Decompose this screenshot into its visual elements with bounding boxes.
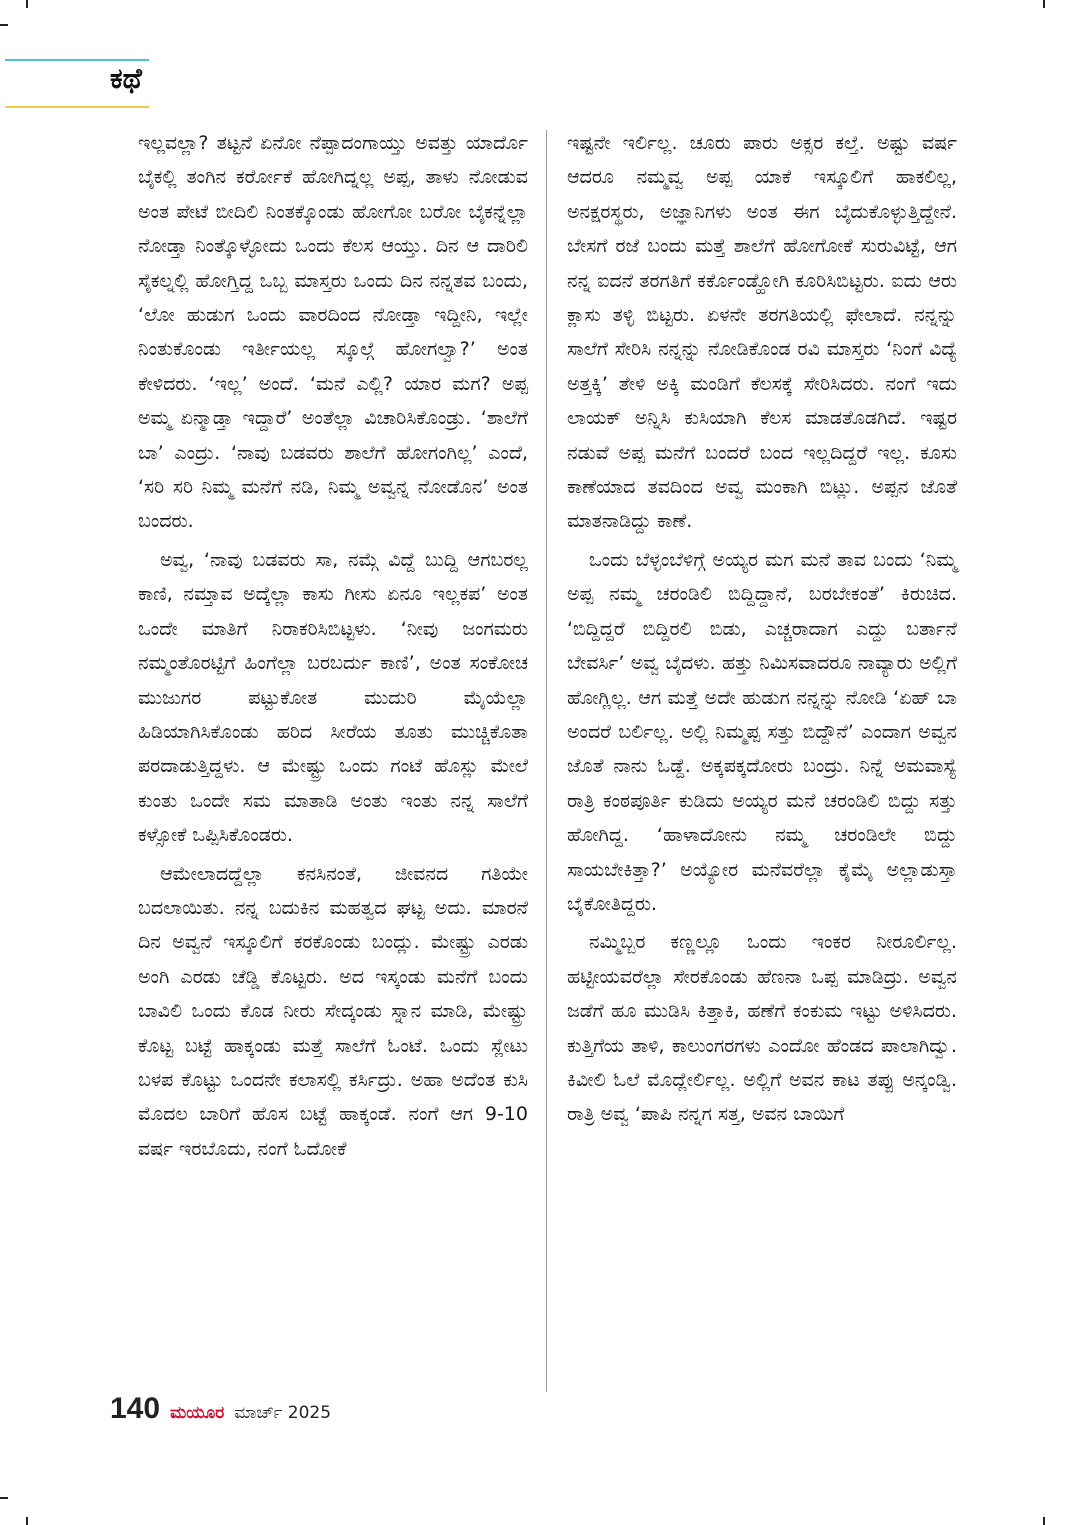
paragraph: ನಮ್ಮಿಬ್ಬರ ಕಣ್ಣಲ್ಲೂ ಒಂದು ಇಂಕರ ನೀರೂರ್ಲಿಲ್ಲ. ಹಟ್ಟೀಯವರೆಲ್ಲಾ ಸೇರಕೊಂಡು ಹೆಣನಾ ಒಪ್ಪ ಮಾಡಿದ್ರು. ಅವ್ವನ ಜಡೆಗೆ ಹೂ ಮುಡಿಸಿ ಕಿತ್ತಾಕಿ, ಹಣೆಗೆ ಕಂಕುಮ ಇಟ್ಟು ಅಳಿಸಿದರು. ಕುತ್ತಿಗೆಯ ತಾಳಿ, ಕಾಲುಂಗರಗಳು ಎಂದೋ ಹೆಂಡದ ಪಾಲಾಗಿದ್ವು. ಕಿವೀಲಿ ಓಲೆ ಮೊದ್ಲೇರ್ಲಿಲ್ಲ. ಅಲ್ಲಿಗೆ ಅವನ ಕಾಟ ತಪ್ಪು ಅನ್ಕಂಡ್ವಿ. ರಾತ್ರಿ ಅವ್ವ ‘ಪಾಪಿ ನನ್ನಗ ಸತ್ತ, ಅವನ ಬಾಯಿಗೆ [567, 931, 957, 1126]
magazine-logo: ಮಯೂರ [170, 1403, 225, 1423]
crop-mark [26, 0, 28, 8]
paragraph: ಅವ್ವ, ‘ನಾವು ಬಡವರು ಸಾ, ನಮ್ಗೆ ವಿದ್ದೆ ಬುದ್ದಿ ಆಗಬರಲ್ಲ ಕಾಣಿ, ನಮ್ತಾವ ಅದ್ಕೆಲ್ಲಾ ಕಾಸು ಗೀಸು ಏನೂ ಇಲ್ಲಕಪ’ ಅಂತ ಒಂದೇ ಮಾತಿಗೆ ನಿರಾಕರಿಸಿಬಿಟ್ಟಳು. ‘ನೀವು ಜಂಗಮರು ನಮ್ಮಂತೊರಟ್ಟಿಗೆ ಹಿಂಗೆಲ್ಲಾ ಬರಬರ್ದು ಕಾಣಿ’, ಅಂತ ಸಂಕೋಚ ಮುಜುಗರ ಪಟ್ಟುಕೋತ ಮುದುರಿ ಮೈಯೆಲ್ಲಾ ಹಿಡಿಯಾಗಿಸಿಕೊಂಡು ಹರಿದ ಸೀರೆಯ ತೂತು ಮುಚ್ಚಿಕೊತಾ ಪರದಾಡುತ್ತಿದ್ದಳು. ಆ ಮೇಷ್ಟ್ರು ಒಂದು ಗಂಟೆ ಹೊಸ್ಲು ಮೇಲೆ ಕುಂತು ಒಂದೇ ಸಮ ಮಾತಾಡಿ ಅಂತು ಇಂತು ನನ್ನ ಸಾಲೆಗೆ ಕಳ್ಸೋಕೆ ಒಪ್ಪಿಸಿಕೊಂಡರು. [138, 548, 528, 847]
issue-date: ಮಾರ್ಚ್ 2025 [234, 1403, 332, 1423]
right-column [567, 126, 957, 1132]
paragraph: ಒಂದು ಬೆಳ್ಳಂಬೆಳಿಗ್ಗೆ ಅಯ್ಯರ ಮಗ ಮನೆ ತಾವ ಬಂದು ‘ನಿಮ್ಮ ಅಪ್ಪ ನಮ್ಮ ಚರಂಡಿಲಿ ಬಿದ್ದಿದ್ದಾನೆ, ಬರಬೇಕಂತೆ’ ಕಿರುಚಿದ. ‘ಬಿದ್ದಿದ್ದರೆ ಬಿದ್ದಿರಲಿ ಬಿಡು, ಎಚ್ಚರಾದಾಗ ಎದ್ದು ಬರ್ತಾನೆ ಬೇವರ್ಸಿ’ ಅವ್ವ ಬೈದಳು. ಹತ್ತು ನಿಮಿಸವಾದರೂ ನಾವ್ಯಾರು ಅಲ್ಲಿಗೆ ಹೋಗ್ಲಿಲ್ಲ. ಆಗ ಮತ್ತೆ ಅದೇ ಹುಡುಗ ನನ್ನನ್ನು ನೋಡಿ ‘ಏಹ್ ಬಾ ಅಂದರೆ ಬರ್ಲಿಲ್ಲ. ಅಲ್ಲಿ ನಿಮ್ಮಪ್ಪ ಸತ್ತು ಬಿದ್ದೌನೆ’ ಎಂದಾಗ ಅವ್ವನ ಜೊತೆ ನಾನು ಓಡ್ದೆ. ಅಕ್ಕಪಕ್ಕದೋರು ಬಂದ್ರು. ನಿನ್ನೆ ಅಮವಾಸ್ಯೆ ರಾತ್ರಿ ಕಂಠಪೂರ್ತಿ ಕುಡಿದು ಅಯ್ಯರ ಮನೆ ಚರಂಡಿಲಿ ಬಿದ್ದು ಸತ್ತು ಹೋಗಿದ್ದ. ‘ಹಾಳಾದೋನು ನಮ್ಮ ಚರಂಡಿಲೇ ಬಿದ್ದು ಸಾಯಬೇಕಿತ್ತಾ?’ ಅಯ್ಯೋರ ಮನೆವರೆಲ್ಲಾ ಕೈಮೈ ಅಲ್ಲಾಡುಸ್ತಾ ಬೈಕೋತಿದ್ದರು. [567, 548, 957, 915]
crop-mark [26, 1517, 28, 1525]
column-divider [546, 130, 547, 1392]
header-rule-bottom [5, 106, 149, 108]
paragraph: ಇಲ್ಲವಲ್ಲಾ? ತಟ್ಟನೆ ಏನೋ ನೆಪ್ಪಾದಂಗಾಯ್ತು ಅವತ್ತು ಯಾರ್ದೊ ಬೈಕಲ್ಲಿ ತಂಗಿನ ಕರ್ರೋಕೆ ಹೋಗಿದ್ನಲ್ಲ ಅಪ್ಪ, ತಾಳು ನೋಡುವ ಅಂತ ಪೇಟೆ ಬೀದಿಲಿ ನಿಂತಕ್ಕೊಂಡು ಹೋಗೋ ಬರೋ ಬೈಕನ್ನೆಲ್ಲಾ ನೋಡ್ತಾ ನಿಂತ್ಕೊಳ್ಳೋದು ಒಂದು ಕೆಲಸ ಆಯ್ತು. ದಿನ ಆ ದಾರಿಲಿ ಸೈಕಲ್ನಲ್ಲಿ ಹೋಗ್ತಿದ್ದ ಒಬ್ಬ ಮಾಸ್ತರು ಒಂದು ದಿನ ನನ್ನತವ ಬಂದು, ‘ಲೋ ಹುಡುಗ ಒಂದು ವಾರದಿಂದ ನೋಡ್ತಾ ಇದ್ದೀನಿ, ಇಲ್ಲೇ ನಿಂತುಕೊಂಡು ಇರ್ತೀಯಲ್ಲ ಸ್ಕೂಲ್ಗೆ ಹೋಗಲ್ವಾ?’ ಅಂತ ಕೇಳಿದರು. ‘ಇಲ್ಲ’ ಅಂದೆ. ‘ಮನೆ ಎಲ್ಲಿ? ಯಾರ ಮಗ? ಅಪ್ಪ ಅಮ್ಮ ಏನ್ಮಾಡ್ತಾ ಇದ್ದಾರೆ’ ಅಂತೆಲ್ಲಾ ವಿಚಾರಿಸಿಕೊಂಡ್ರು. ‘ಶಾಲೆಗೆ ಬಾ’ ಎಂದ್ರು. ‘ನಾವು ಬಡವರು ಶಾಲೆಗೆ ಹೋಗಂಗಿಲ್ಲ’ ಎಂದೆ, ‘ಸರಿ ಸರಿ ನಿಮ್ಮ ಮನೆಗೆ ನಡಿ, ನಿಮ್ಮ ಅವ್ವನ್ನ ನೋಡೊನ’ ಅಂತ ಬಂದರು. [138, 132, 528, 533]
crop-mark [0, 1497, 8, 1499]
paragraph: ಆಮೇಲಾದದ್ದೆಲ್ಲಾ ಕನಸಿನಂತೆ, ಜೀವನದ ಗತಿಯೇ ಬದಲಾಯಿತು. ನನ್ನ ಬದುಕಿನ ಮಹತ್ವದ ಘಟ್ಟ ಅದು. ಮಾರನೆ ದಿನ ಅವ್ವನೆ ಇಸ್ಕೂಲಿಗೆ ಕರಕೊಂಡು ಬಂದ್ಲು. ಮೇಷ್ಟ್ರು ಎರಡು ಅಂಗಿ ಎರಡು ಚೆಡ್ಡಿ ಕೊಟ್ಟರು. ಅದ ಇಸ್ಕಂಡು ಮನೆಗೆ ಬಂದು ಬಾವಿಲಿ ಒಂದು ಕೊಡ ನೀರು ಸೇದ್ಕಂಡು ಸ್ನಾನ ಮಾಡಿ, ಮೇಷ್ಟ್ರು ಕೊಟ್ಟ ಬಟ್ಟೆ ಹಾಕ್ಕಂಡು ಮತ್ತೆ ಸಾಲೆಗೆ ಓಂಟೆ. ಒಂದು ಸ್ಲೇಟು ಬಳಪ ಕೊಟ್ಟು ಒಂದನೇ ಕಲಾಸಲ್ಲಿ ಕರ್ಸಿದ್ರು. ಅಹಾ ಅದೆಂತ ಕುಸಿ ಮೊದಲ ಬಾರಿಗೆ ಹೊಸ ಬಟ್ಟೆ ಹಾಕ್ಕಂಡೆ. ನಂಗೆ ಆಗ 9-10 ವರ್ಷ ಇರಬೊದು, ನಂಗೆ ಓದೋಕೆ [138, 862, 528, 1160]
left-column [138, 126, 528, 1166]
section-title: ಕಥೆ [110, 62, 142, 95]
crop-mark [1043, 0, 1045, 8]
paragraph: ಇಷ್ಟನೇ ಇರ್ಲಿಲ್ಲ. ಚೂರು ಪಾರು ಅಕ್ಸರ ಕಲ್ತೆ. ಅಷ್ಟು ವರ್ಷ ಆದರೂ ನಮ್ಮವ್ವ ಅಪ್ಪ ಯಾಕೆ ಇಸ್ಕೂಲಿಗೆ ಹಾಕಲಿಲ್ಲ, ಅನಕ್ಷರಸ್ಥರು, ಅಜ್ಞಾನಿಗಳು ಅಂತ ಈಗ ಬೈದುಕೊಳ್ಳುತ್ತಿದ್ದೇನೆ. ಬೇಸಗೆ ರಜೆ ಬಂದು ಮತ್ತೆ ಶಾಲೆಗೆ ಹೋಗೋಕೆ ಸುರುವಿಟ್ಟೆ, ಆಗ ನನ್ನ ಐದನೆ ತರಗತಿಗೆ ಕರ್ಕೊಂಡ್ಹೋಗಿ ಕೂರಿಸಿಬಿಟ್ಟರು. ಐದು ಆರು ಕ್ಲಾಸು ತಳ್ಳಿ ಬಿಟ್ಟರು. ಏಳನೇ ತರಗತಿಯಲ್ಲಿ ಫೇಲಾದೆ. ನನ್ನನ್ನು ಸಾಲೆಗೆ ಸೇರಿಸಿ ನನ್ನನ್ನು ನೋಡಿಕೊಂಡ ರವಿ ಮಾಸ್ತರು ‘ನಿಂಗೆ ವಿದ್ಯೆ ಅತ್ತಕ್ಕಿ’ ತೇಳಿ ಅಕ್ಕಿ ಮಂಡಿಗೆ ಕೆಲಸಕ್ಕೆ ಸೇರಿಸಿದರು. ನಂಗೆ ಇದು ಲಾಯಕ್ ಅನ್ನಿಸಿ ಕುಸಿಯಾಗಿ ಕೆಲಸ ಮಾಡತೊಡಗಿದೆ. ಇಷ್ಟರ ನಡುವೆ ಅಪ್ಪ ಮನೆಗೆ ಬಂದರೆ ಬಂದ ಇಲ್ಲದಿದ್ದರೆ ಇಲ್ಲ. ಕೂಸು ಕಾಣೆಯಾದ ತವದಿಂದ ಅವ್ವ ಮಂಕಾಗಿ ಬಿಟ್ಲು. ಅಪ್ಪನ ಜೊತೆ ಮಾತನಾಡಿದ್ದು ಕಾಣೆ. [567, 132, 957, 533]
crop-mark [0, 24, 8, 26]
page-footer [110, 1392, 331, 1432]
header-rule-top [5, 59, 149, 61]
page-number: 140 [110, 1392, 161, 1425]
crop-mark [1043, 1517, 1045, 1525]
